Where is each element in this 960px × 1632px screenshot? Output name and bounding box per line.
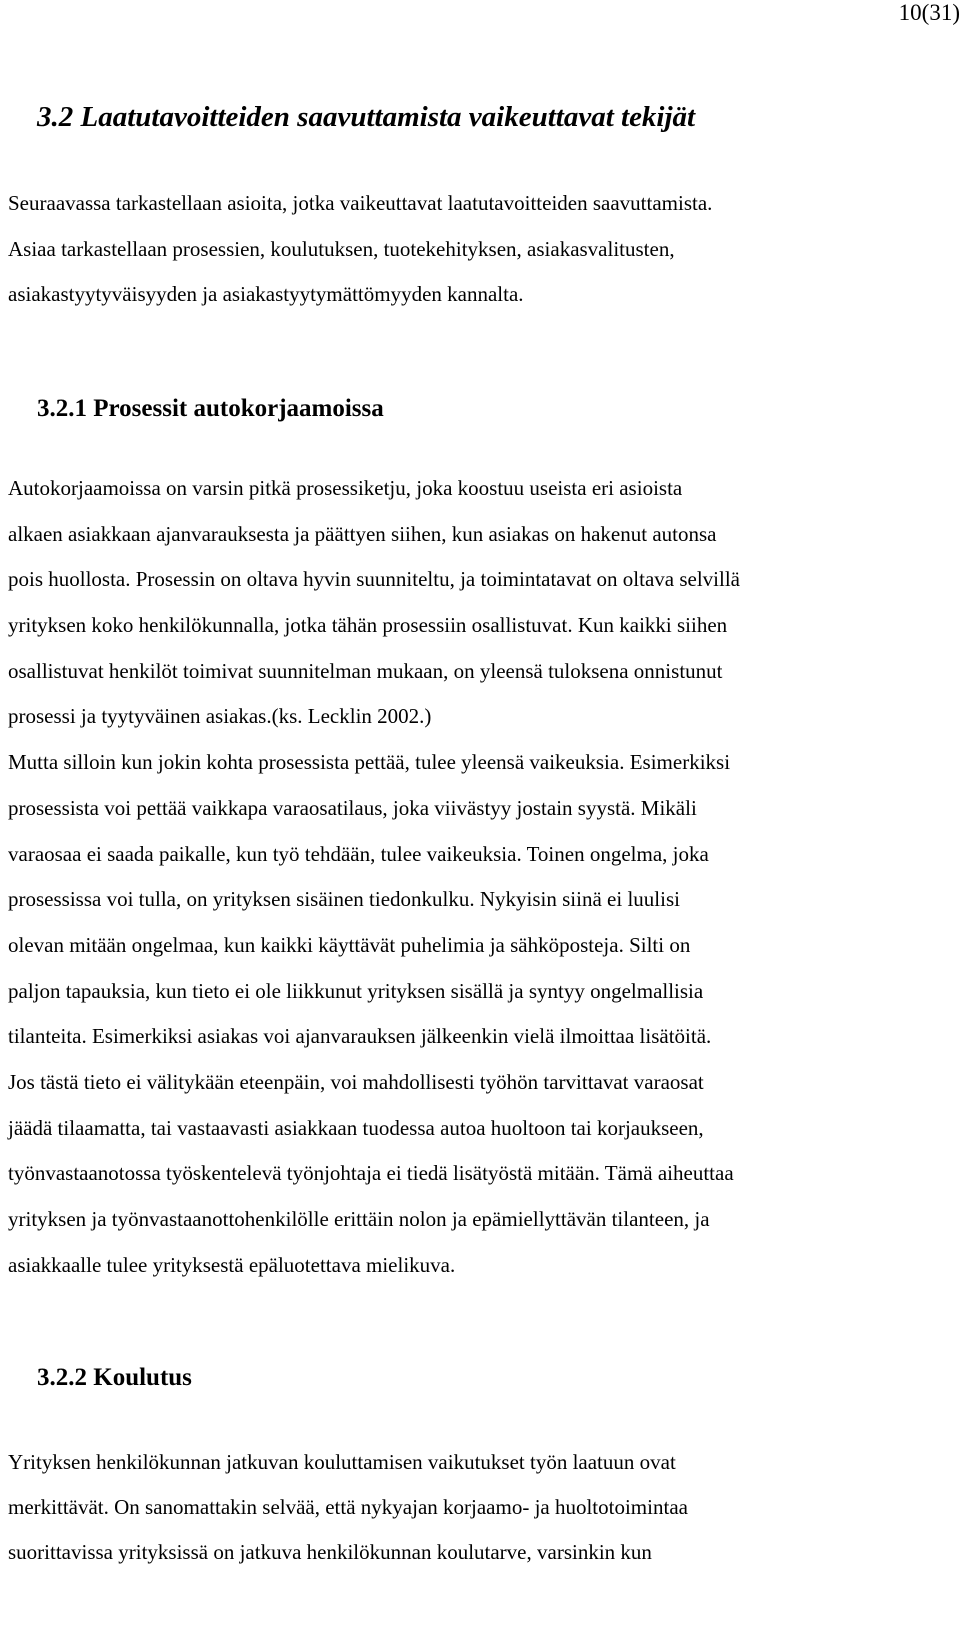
paragraph-line: olevan mitään ongelmaa, kun kaikki käyttävät puhelimia ja sähköposteja. Silti on [8,932,691,957]
paragraph-line: suorittavissa yrityksissä on jatkuva henkilökunnan koulutarve, varsinkin kun [8,1540,652,1564]
page-number: 10(31) [898,0,960,25]
paragraph-line: prosessi ja tyytyväinen asiakas.(ks. Lecklin 2002.) [8,704,432,729]
paragraph-line: Yrityksen henkilökunnan jatkuvan kouluttamisen vaikutukset työn laatuun ovat [8,1450,676,1474]
processes-paragraph [8,466,740,1288]
training-paragraph [8,1440,688,1575]
section-heading-3-2-1: 3.2.1 Prosessit autokorjaamoissa [37,395,384,422]
paragraph-line: asiakastyytyväisyyden ja asiakastyytymättömyyden kannalta. [8,282,524,306]
paragraph-line: jäädä tilaamatta, tai vastaavasti asiakkaan tuodessa autoa huoltoon tai korjaukseen, [8,1115,704,1140]
paragraph-line: prosessista voi pettää vaikkapa varaosatilaus, joka viivästyy jostain syystä. Mikäli [8,795,697,820]
paragraph-line: Seuraavassa tarkastellaan asioita, jotka vaikeuttavat laatutavoitteiden saavuttamista. [8,191,713,215]
paragraph-line: Autokorjaamoissa on varsin pitkä prosessiketju, joka koostuu useista eri asioista [8,476,683,500]
paragraph-line: osallistuvat henkilöt toimivat suunnitelman mukaan, on yleensä tuloksena onnistunut [8,658,723,683]
paragraph-line: paljon tapauksia, kun tieto ei ole liikkunut yrityksen sisällä ja syntyy ongelmallisia [8,978,704,1003]
paragraph-line: yrityksen koko henkilökunnalla, jotka tähän prosessiin osallistuvat. Kun kaikki siihen [8,613,728,638]
paragraph-line: työnvastaanotossa työskentelevä työnjohtaja ei tiedä lisätyöstä mitään. Tämä aiheuttaa [8,1161,734,1186]
section-heading-3-2-2: 3.2.2 Koulutus [37,1364,192,1391]
paragraph-line: tilanteita. Esimerkiksi asiakas voi ajanvarauksen jälkeenkin vielä ilmoittaa lisätöitä. [8,1024,712,1049]
paragraph-line: Jos tästä tieto ei välitykään eteenpäin, voi mahdollisesti työhön tarvittavat varaosat [8,1069,704,1094]
paragraph-line: Mutta silloin kun jokin kohta prosessista pettää, tulee yleensä vaikeuksia. Esimerkiksi [8,750,731,775]
intro-paragraph [8,181,712,318]
paragraph-line: alkaen asiakkaan ajanvarauksesta ja päättyen siihen, kun asiakas on hakenut autonsa [8,521,717,546]
paragraph-line: merkittävät. On sanomattakin selvää, että nykyajan korjaamo- ja huoltotoimintaa [8,1495,688,1519]
paragraph-line: pois huollosta. Prosessin on oltava hyvin suunniteltu, ja toimintatavat on oltava selvillä [8,567,740,592]
section-heading-3-2: 3.2 Laatutavoitteiden saavuttamista vaikeuttavat tekijät [37,101,696,133]
paragraph-line: asiakkaalle tulee yrityksestä epäluotettava mielikuva. [8,1252,456,1277]
paragraph-line: prosessissa voi tulla, on yrityksen sisäinen tiedonkulku. Nykyisin siinä ei luulisi [8,887,680,912]
paragraph-line: varaosaa ei saada paikalle, kun työ tehdään, tulee vaikeuksia. Toinen ongelma, joka [8,841,709,866]
paragraph-line: yrityksen ja työnvastaanottohenkilölle erittäin nolon ja epämiellyttävän tilanteen, ja [8,1207,710,1231]
paragraph-line: Asiaa tarkastellaan prosessien, koulutuksen, tuotekehityksen, asiakasvalitusten, [8,236,675,261]
